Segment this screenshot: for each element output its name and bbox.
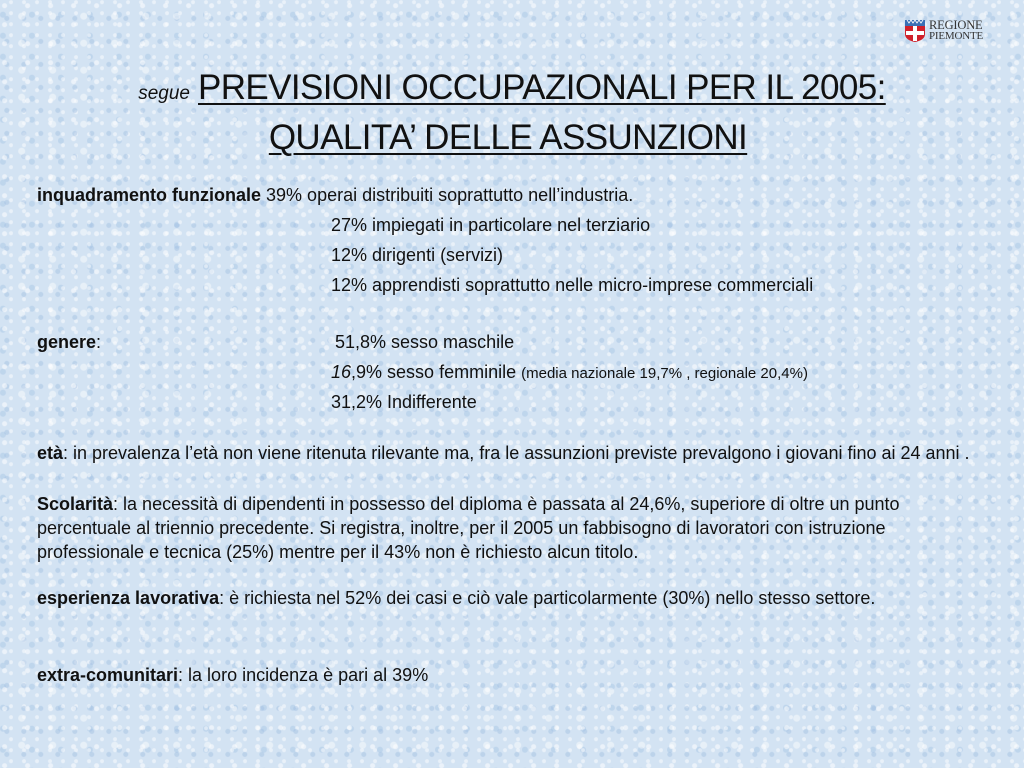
- esperienza-paragraph: [37, 586, 987, 610]
- scolarita-text: : la necessità di dipendenti in possesso del diploma è passata al 24,6%, superiore di oltre un punto percentuale al triennio precedente. Si registra, inoltre, per il 2005 un fabbisogno di lavoratori con istruzione professionale e tecnica (25%) mentre per il 43% non è richiesto alcun titolo.: [37, 494, 900, 562]
- inquadramento-row: [37, 184, 633, 206]
- genere-colon: :: [96, 332, 102, 352]
- eta-label: età: [37, 443, 64, 463]
- esperienza-text: : è richiesta nel 52% dei casi e ciò vale particolarmente (30%) nello stesso settore.: [219, 588, 876, 608]
- inquadramento-label: inquadramento funzionale: [37, 185, 262, 205]
- extra-paragraph: [37, 663, 987, 687]
- extra-label: extra-comunitari: [37, 665, 179, 685]
- genere-indifferent: 31,2% Indifferente: [331, 392, 477, 412]
- inquadramento-item: 39% operai distribuiti soprattutto nell’industria.: [266, 185, 634, 205]
- title-line-2: QUALITA’ DELLE ASSUNZIONI: [268, 118, 748, 157]
- esperienza-label: esperienza lavorativa: [37, 588, 220, 608]
- title-prefix: segue: [138, 83, 191, 104]
- scolarita-label: Scolarità: [37, 494, 114, 514]
- genere-label: genere: [37, 332, 97, 352]
- inquadramento-item: 12% dirigenti (servizi): [331, 245, 504, 265]
- genere-female-row: [331, 361, 808, 385]
- scolarita-paragraph: [37, 492, 987, 564]
- page-title: [0, 66, 1024, 160]
- title-line-1: PREVISIONI OCCUPAZIONALI PER IL 2005:: [198, 68, 886, 107]
- regione-piemonte-logo: [904, 17, 983, 45]
- inquadramento-item: 27% impiegati in particolare nel terziario: [331, 215, 651, 235]
- genere-female-note: (media nazionale 19,7% , regionale 20,4%): [521, 365, 808, 382]
- extra-text: : la loro incidenza è pari al 39%: [178, 665, 429, 685]
- genere-female-number: 16: [331, 362, 352, 382]
- logo-line-1: REGIONE: [929, 18, 983, 32]
- eta-paragraph: [37, 441, 987, 465]
- genere-male: 51,8% sesso maschile: [335, 332, 515, 352]
- genere-label-row: [37, 331, 101, 353]
- inquadramento-item: 12% apprendisti soprattutto nelle micro-imprese commerciali: [331, 275, 814, 295]
- eta-text: : in prevalenza l’età non viene ritenuta rilevante ma, fra le assunzioni previste prevalgono i giovani fino ai 24 anni .: [63, 443, 970, 463]
- logo-line-2: PIEMONTE: [929, 30, 984, 42]
- piemonte-shield-icon: [904, 19, 926, 43]
- genere-female-text: ,9% sesso femminile: [351, 362, 517, 382]
